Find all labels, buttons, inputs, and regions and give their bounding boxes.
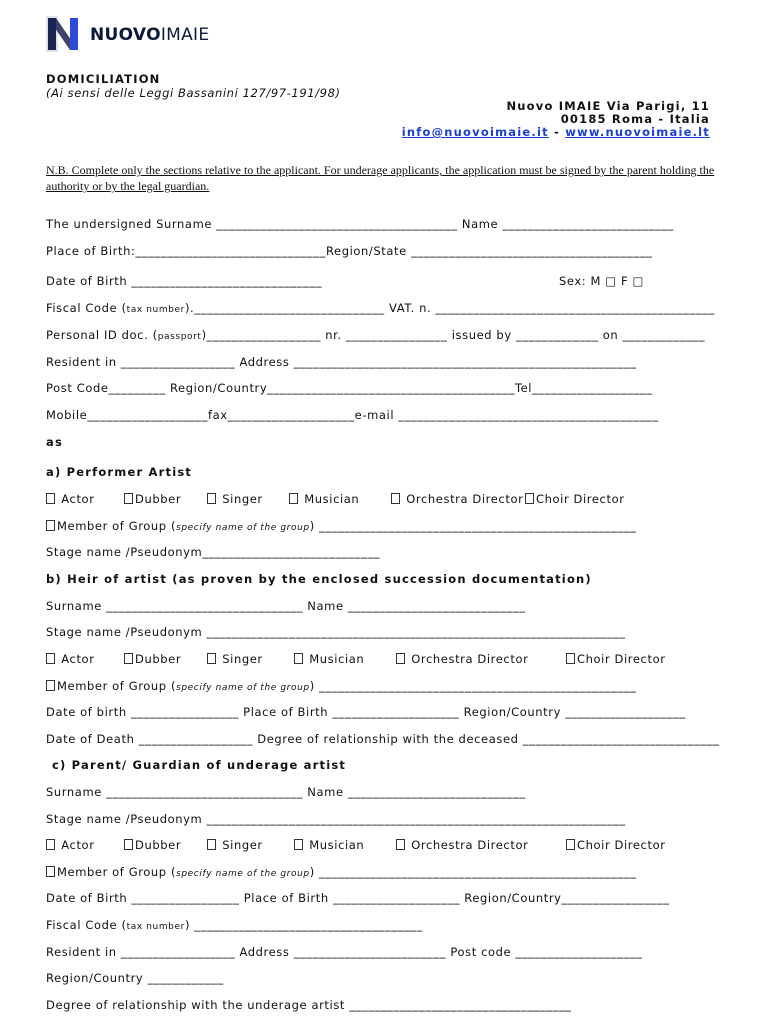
role-dubber-a[interactable]: Dubber (124, 492, 181, 506)
role-dubber-c[interactable]: Dubber (124, 838, 181, 852)
degree-c[interactable]: Degree of relationship with the underage artist ___________________________________ (46, 998, 572, 1012)
mobile-line[interactable]: Mobile___________________fax____________________e-mail _________________________________________ (46, 408, 659, 422)
checkbox-icon[interactable] (46, 866, 55, 877)
personal-id-line[interactable]: Personal ID doc. (passport)__________________ nr. ________________ issued by _____________ on _____________ (46, 328, 706, 342)
date-birth-line[interactable]: Date of Birth ______________________________ (46, 274, 323, 288)
role-orchestra-c[interactable]: Orchestra Director (396, 838, 528, 852)
role-singer-c[interactable]: Singer (207, 838, 263, 852)
checkbox-icon[interactable] (294, 653, 303, 664)
contact-line: info@nuovoimaie.it - www.nuovoimaie.lt (401, 125, 710, 139)
checkbox-icon[interactable] (566, 839, 575, 850)
checkbox-icon[interactable] (566, 653, 575, 664)
doc-subtitle: (Ai sensi delle Leggi Bassanini 127/97-191/98) (46, 86, 341, 100)
role-actor-c[interactable]: Actor (46, 838, 95, 852)
logo-text: NUOVOIMAIE (90, 25, 210, 45)
resident-line[interactable]: Resident in __________________ Address ______________________________________________________ (46, 355, 637, 369)
birth-region-line[interactable]: Place of Birth:______________________________Region/State ______________________________________ (46, 244, 653, 258)
role-choir-a[interactable]: Choir Director (525, 492, 625, 506)
checkbox-icon[interactable] (391, 493, 400, 504)
checkbox-icon[interactable] (124, 493, 133, 504)
stage-name-c[interactable]: Stage name /Pseudonym __________________________________________________________________ (46, 812, 626, 826)
checkbox-icon[interactable] (294, 839, 303, 850)
region-c[interactable]: Region/Country ____________ (46, 971, 224, 985)
section-c-title: c) Parent/ Guardian of underage artist (52, 758, 347, 772)
role-actor-a[interactable]: Actor (46, 492, 95, 506)
role-musician-b[interactable]: Musician (294, 652, 364, 666)
email-link[interactable]: info@nuovoimaie.it (401, 125, 549, 139)
checkbox-icon[interactable] (46, 520, 55, 531)
as-label: as (46, 435, 64, 449)
role-singer-a[interactable]: Singer (207, 492, 263, 506)
role-singer-b[interactable]: Singer (207, 652, 263, 666)
checkbox-icon[interactable] (396, 653, 405, 664)
dates-b[interactable]: Date of birth _________________ Place of Birth ____________________ Region/Country ___________________ (46, 705, 686, 719)
stage-name-b[interactable]: Stage name /Pseudonym __________________________________________________________________ (46, 625, 626, 639)
surname-name-line[interactable]: The undersigned Surname ______________________________________ Name ___________________________ (46, 217, 674, 231)
checkbox-icon[interactable] (396, 839, 405, 850)
checkbox-icon[interactable] (124, 653, 133, 664)
dates-c[interactable]: Date of Birth _________________ Place of Birth ____________________ Region/Country_________________ (46, 891, 670, 905)
group-line-a[interactable]: Member of Group (specify name of the group) __________________________________________________ (46, 519, 637, 533)
checkbox-icon[interactable] (207, 493, 216, 504)
address-line-1: Nuovo IMAIE Via Parigi, 11 (506, 99, 710, 113)
surname-b[interactable]: Surname _______________________________ Name ____________________________ (46, 599, 526, 613)
doc-title: DOMICILIATION (46, 72, 161, 86)
role-actor-b[interactable]: Actor (46, 652, 95, 666)
website-link[interactable]: www.nuovoimaie.lt (565, 125, 710, 139)
role-musician-c[interactable]: Musician (294, 838, 364, 852)
postcode-line[interactable]: Post Code_________ Region/Country_______________________________________Tel___________________ (46, 381, 653, 395)
checkbox-icon[interactable] (46, 680, 55, 691)
checkbox-icon[interactable] (207, 839, 216, 850)
group-line-b[interactable]: Member of Group (specify name of the group) __________________________________________________ (46, 679, 637, 693)
checkbox-icon[interactable] (46, 839, 55, 850)
stage-name-a[interactable]: Stage name /Pseudonym____________________________ (46, 545, 381, 559)
checkbox-icon[interactable] (46, 653, 55, 664)
checkbox-icon[interactable] (207, 653, 216, 664)
logo (46, 16, 210, 56)
checkbox-icon[interactable] (46, 493, 55, 504)
checkbox-icon[interactable] (525, 493, 534, 504)
address-line-2: 00185 Roma - Italia (560, 112, 710, 126)
role-dubber-b[interactable]: Dubber (124, 652, 181, 666)
section-b-title: b) Heir of artist (as proven by the enclosed succession documentation) (46, 572, 592, 586)
role-choir-c[interactable]: Choir Director (566, 838, 666, 852)
role-choir-b[interactable]: Choir Director (566, 652, 666, 666)
fiscal-code-c[interactable]: Fiscal Code (tax number) ____________________________________ (46, 918, 423, 932)
role-orchestra-b[interactable]: Orchestra Director (396, 652, 528, 666)
fiscal-code-line[interactable]: Fiscal Code (tax number).______________________________ VAT. n. ____________________________________________ (46, 301, 715, 315)
surname-c[interactable]: Surname _______________________________ Name ____________________________ (46, 785, 526, 799)
role-orchestra-a[interactable]: Orchestra Director (391, 492, 523, 506)
sex-selector[interactable]: Sex: M □ F □ (559, 274, 644, 288)
note: N.B. Complete only the sections relative to the applicant. For underage applicants, the application must be signed by the parent holding the authority or by the legal guardian. (46, 163, 715, 193)
nuovoimaie-logo-icon (46, 16, 80, 52)
role-musician-a[interactable]: Musician (289, 492, 359, 506)
checkbox-icon[interactable] (289, 493, 298, 504)
group-line-c[interactable]: Member of Group (specify name of the group) __________________________________________________ (46, 865, 637, 879)
resident-c[interactable]: Resident in __________________ Address ________________________ Post code ____________________ (46, 945, 643, 959)
checkbox-icon[interactable] (124, 839, 133, 850)
death-b[interactable]: Date of Death __________________ Degree of relationship with the deceased _______________________________ (46, 732, 720, 746)
section-a-title: a) Performer Artist (46, 465, 193, 479)
